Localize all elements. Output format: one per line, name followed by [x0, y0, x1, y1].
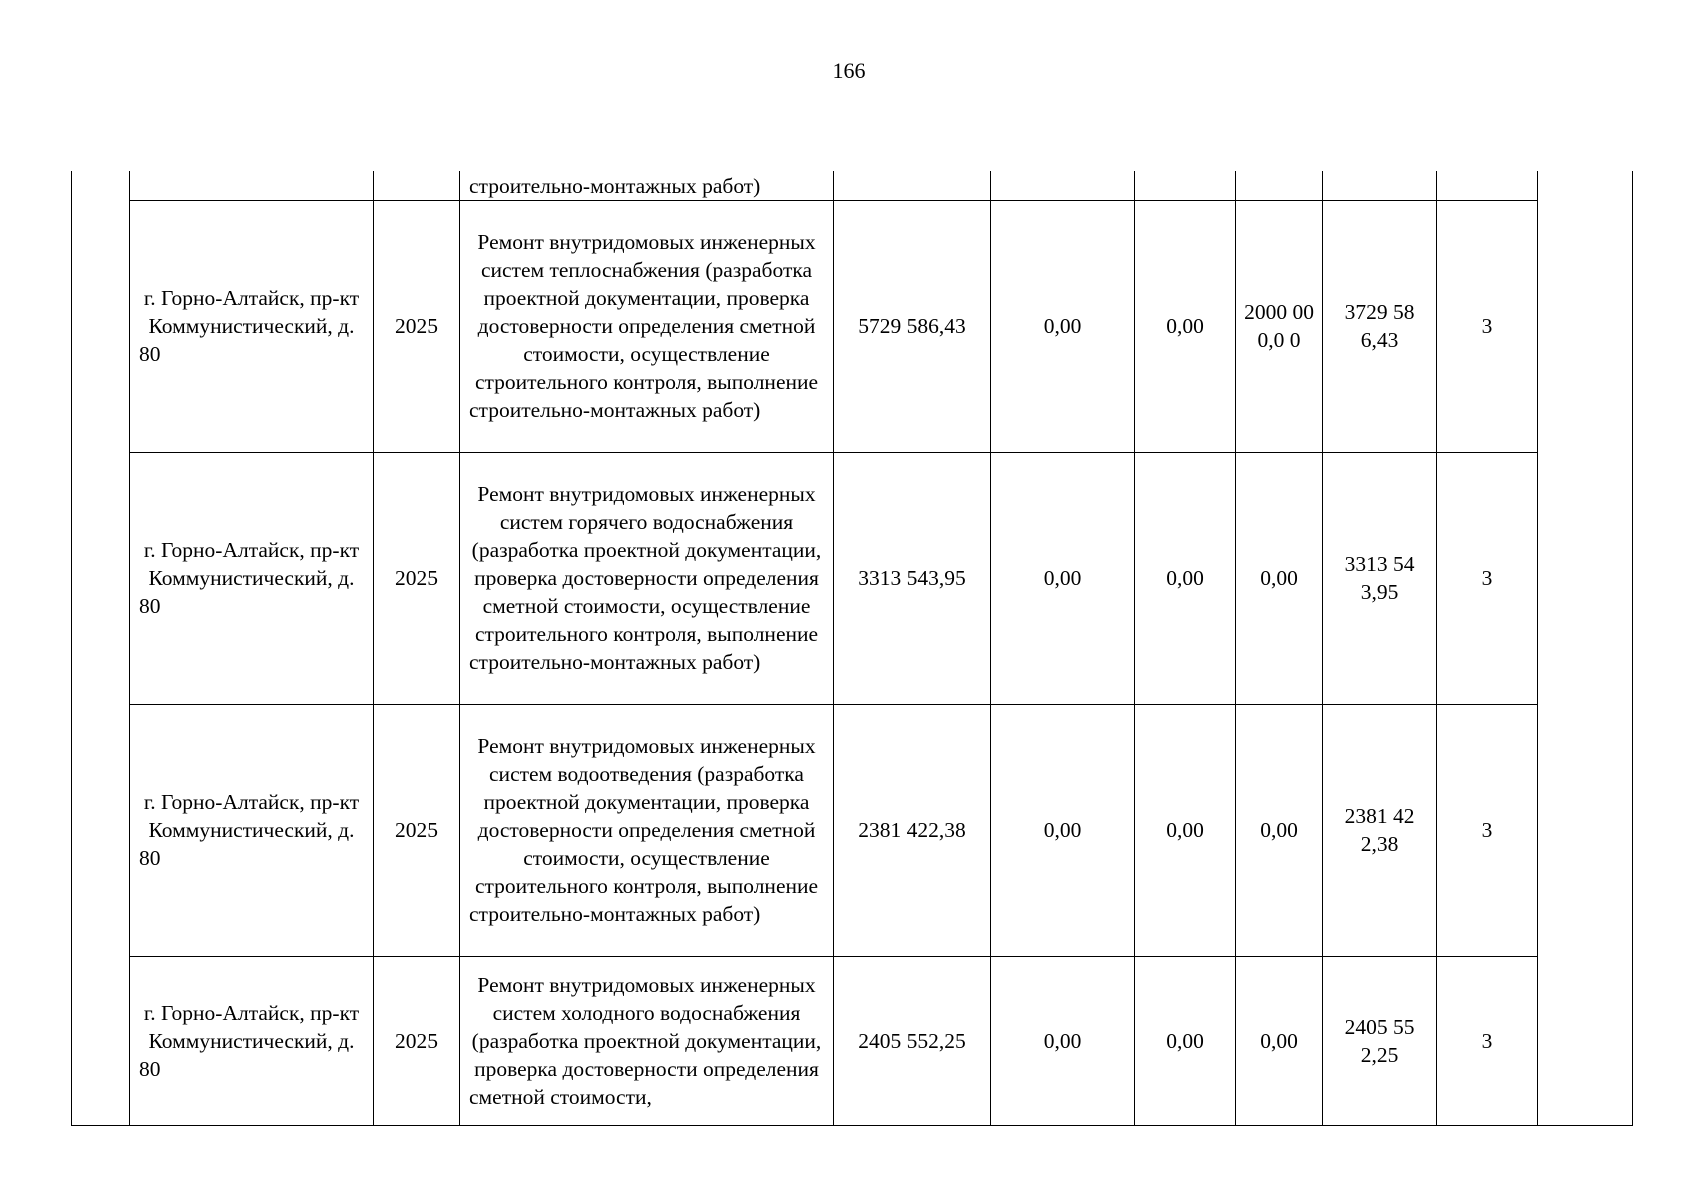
cost-cell: 0,00	[991, 956, 1135, 1125]
cost-cell: 0,00	[1236, 704, 1323, 956]
page-number: 166	[832, 58, 866, 83]
year-cell: 2025	[374, 704, 460, 956]
cost-cell: 0,00	[1135, 452, 1236, 704]
year-cell	[374, 171, 460, 200]
cost-cell	[1323, 171, 1437, 200]
work-description-cell: строительно-монтажных работ)	[460, 171, 834, 200]
cost-cell: 2000 000,0 0	[1236, 200, 1323, 452]
stage-cell: 3	[1437, 200, 1538, 452]
table-frame	[71, 171, 1633, 1126]
stage-cell: 3	[1437, 956, 1538, 1125]
stage-cell: 3	[1437, 452, 1538, 704]
cost-cell	[1236, 171, 1323, 200]
cost-cell: 0,00	[1236, 956, 1323, 1125]
work-description-cell: Ремонт внутридомовых инженерных систем горячего водоснабжения (разработка проектной документации, проверка достоверности определения сметной стоимости, осуществление строительного контроля, выполнение строительно-монтажных работ)	[460, 452, 834, 704]
stage-cell	[1437, 171, 1538, 200]
total-cost-cell: 2405 552,25	[834, 956, 991, 1125]
cost-cell: 0,00	[1236, 452, 1323, 704]
total-cost-cell: 5729 586,43	[834, 200, 991, 452]
year-cell: 2025	[374, 956, 460, 1125]
cost-cell: 0,00	[1135, 200, 1236, 452]
cost-cell: 0,00	[1135, 956, 1236, 1125]
cost-cell: 3729 586,43	[1323, 200, 1437, 452]
total-cost-cell	[834, 171, 991, 200]
cost-cell	[991, 171, 1135, 200]
cost-cell: 2381 422,38	[1323, 704, 1437, 956]
table-row	[130, 200, 1538, 452]
table-row	[130, 452, 1538, 704]
table-row-continuation	[130, 171, 1538, 200]
work-description-cell: Ремонт внутридомовых инженерных систем водоотведения (разработка проектной документации, проверка достоверности определения сметной стоимости, осуществление строительного контроля, выполнение строительно-монтажных работ)	[460, 704, 834, 956]
repair-program-table	[129, 171, 1538, 1125]
stage-cell: 3	[1437, 704, 1538, 956]
cost-cell: 0,00	[991, 704, 1135, 956]
address-cell: г. Горно-Алтайск, пр-кт Коммунистический, д. 80	[130, 452, 374, 704]
cost-cell: 0,00	[991, 200, 1135, 452]
table-row	[130, 704, 1538, 956]
total-cost-cell: 2381 422,38	[834, 704, 991, 956]
work-description-cell: Ремонт внутридомовых инженерных систем холодного водоснабжения (разработка проектной документации, проверка достоверности определения сметной стоимости,	[460, 956, 834, 1125]
year-cell: 2025	[374, 200, 460, 452]
work-description-cell: Ремонт внутридомовых инженерных систем теплоснабжения (разработка проектной документации, проверка достоверности определения сметной стоимости, осуществление строительного контроля, выполнение строительно-монтажных работ)	[460, 200, 834, 452]
total-cost-cell: 3313 543,95	[834, 452, 991, 704]
cost-cell	[1135, 171, 1236, 200]
cost-cell: 3313 543,95	[1323, 452, 1437, 704]
address-cell	[130, 171, 374, 200]
address-cell: г. Горно-Алтайск, пр-кт Коммунистический, д. 80	[130, 704, 374, 956]
cost-cell: 2405 552,25	[1323, 956, 1437, 1125]
year-cell: 2025	[374, 452, 460, 704]
address-cell: г. Горно-Алтайск, пр-кт Коммунистический, д. 80	[130, 200, 374, 452]
table-row	[130, 956, 1538, 1125]
address-cell: г. Горно-Алтайск, пр-кт Коммунистический, д. 80	[130, 956, 374, 1125]
cost-cell: 0,00	[991, 452, 1135, 704]
cost-cell: 0,00	[1135, 704, 1236, 956]
